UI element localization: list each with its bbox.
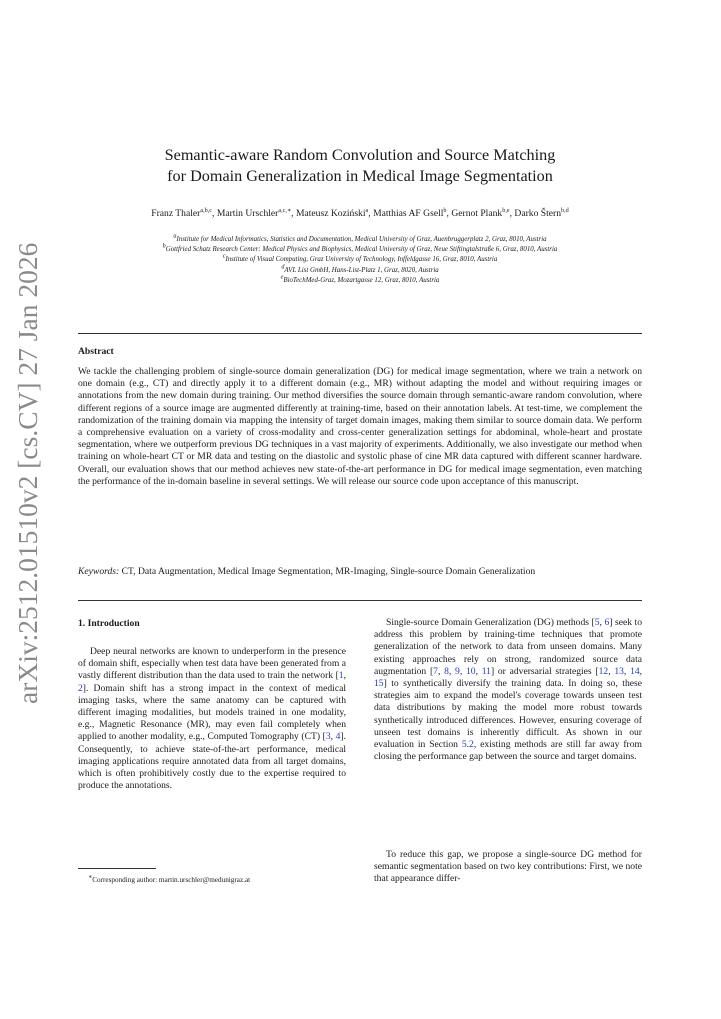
text-run: ] to synthetically diversify the training data. In doing so, these strategies aim to expand the model's coverage towards unseen test data distributions by making the model more robust towards synthetically introduced differences. However, ensuring coverage of unseen test domains is inherently difficult. As shown in our evaluation in Section [374,678,642,751]
text-run: , [330,731,336,743]
author-affil-mark: b,e [502,206,510,214]
text-run: , [608,665,615,677]
text-run: Single-source Domain Generalization (DG) methods [ [386,617,595,628]
intro-right-column-continued [374,849,642,886]
text-run: ] seek to address this problem by training-time techniques that promote generalization of the network to data from unseen domains. Many existing approaches rely on strong, randomized source data augmentation [ [374,617,643,677]
citation-link[interactable]: 1 [338,670,344,682]
affiliation [78,273,642,286]
author-name: , Gernot Plank [446,208,503,219]
section-link[interactable]: 5.2 [461,739,474,751]
text-run: , [623,665,631,677]
abstract-heading: Abstract [78,346,114,357]
citation-link[interactable]: 7 [433,665,438,677]
citation-link[interactable]: 4 [335,731,341,743]
citation-link[interactable]: 3 [325,731,331,743]
keywords [78,566,642,578]
citation-link[interactable]: 12 [598,665,609,677]
text-run: , existing methods are still far away from closing the performance gap between the source and target domains. [374,739,642,763]
affiliation-mark: a [173,232,177,240]
citation-link[interactable]: 9 [455,665,460,677]
citation-link[interactable]: 10 [465,665,476,677]
title-line-2: for Domain Generalization in Medical Image Segmentation [167,167,553,185]
author-name: , Matthias AF Gsell [368,208,444,219]
author-list [78,208,642,220]
affiliation-mark: c [222,253,226,261]
affiliation [78,263,642,276]
author-affil-mark: a [365,206,369,214]
author-name: , Darko Štern [509,208,562,219]
citation-link[interactable]: 5 [594,617,600,628]
abstract-top-rule [78,333,642,334]
affiliation-text: AVL List GmbH, Hans-List-Platz 1, Graz, 8020, Austria [284,266,439,274]
author-affil-mark: a,c,∗ [278,206,292,214]
affiliation-mark: b [162,242,166,250]
abstract-text: We tackle the challenging problem of single-source domain generalization (DG) for medical image segmentation, where we train a network on one domain (e.g., CT) and directly apply it to a different domain (e.g., MR) without adapting the model and without requiring images or annotations from the new domain during training. Our method diversifies the source domain through semantic-aware random convolution, where different regions of a source image are augmented differently at training-time, based on their annotation labels. At test-time, we complement the randomization of the training domain via mapping the intensity of target domain images, making them similar to source domain data. We perform a comprehensive evaluation on a variety of cross-modality and cross-center generalization settings for abdominal, whole-heart and prostate segmentation, where we outperform previous DG techniques in a vast majority of experiments. Additionally, we also investigate our method when training on whole-heart CT or MR data and testing on the diastolic and systolic phase of cine MR data captured with different scanner hardware. Overall, our evaluation shows that our method achieves new state-of-the-art performance in DG for medical image segmentation, even matching the performance of the in-domain baseline in several settings. We will release our source code upon acceptance of this manuscript. [78,366,642,487]
section-heading-introduction: 1. Introduction [78,618,140,629]
paper-title [78,145,642,187]
intro-left-column [78,646,346,792]
footnote-text: Corresponding author: martin.urschler@medunigraz.at [92,876,251,884]
corresponding-author-footnote [88,873,251,884]
text-run: , [475,665,482,677]
footnote-mark: ∗ [88,873,93,881]
intro-paragraph [78,646,346,792]
text-run: , [343,670,346,682]
author-affil-mark: b [443,206,447,214]
text-run: , [639,665,643,677]
citation-link[interactable]: 14 [630,665,640,677]
author-name: , Mateusz Koziński [291,208,366,219]
title-line-1: Semantic-aware Random Convolution and Source Matching [164,146,556,164]
author-name: , Martin Urschler [212,208,279,219]
intro-paragraph [374,617,642,763]
affiliation-mark: e [280,273,284,281]
keywords-label: Keywords: [78,566,120,577]
text-run: , [437,665,445,677]
intro-right-column [374,617,642,763]
text-run: ]. Domain shift has a strong impact in the context of medical imaging tasks, where the same anatomy can be captured with different imaging modalities, but models trained in one modality, e.g., Magnetic Resonance (MR), may even fail completely when applied to another modality, e.g., Computed Tomography (CT) [ [78,682,346,743]
affiliation-text: Institute of Visual Computing, Graz University of Technology, Inffeldgasse 16, Graz, 8010, Austria [225,256,498,264]
author-name: Franz Thaler [151,208,201,219]
citation-link[interactable]: 6 [604,617,610,628]
arxiv-identifier: arXiv:2512.01510v2 [cs.CV] 27 Jan 2026 [12,242,43,704]
affiliation-text: Institute for Medical Informatics, Statistics and Documentation, Medical University of Graz, Auenbruggerplatz 2, Graz, 8010, Austria [176,236,547,243]
text-run: , [459,665,466,677]
affiliation [78,242,642,255]
text-run: Deep neural networks are known to underperform in the presence of domain shift, especially when test data have been generated from a vastly different distribution than the data used to train the network [ [78,646,346,682]
text-run: , [448,665,456,677]
affiliation-mark: d [281,263,285,271]
citation-link[interactable]: 2 [78,682,83,694]
text-run: ]. Consequently, to achieve state-of-the-art performance, medical imaging applications require annotated data from all target domains, which is often prohibitively costly due to the expertise required to produce the annotations. [78,731,346,792]
keywords-text: CT, Data Augmentation, Medical Image Segmentation, MR-Imaging, Single-source Domain Generalization [119,566,536,577]
text-run: , [599,617,605,628]
author-affil-mark: a,b,c [200,206,213,214]
affiliation-list [78,232,642,286]
affiliation [78,255,642,265]
abstract-bottom-rule [78,600,642,601]
affiliation-text: BioTechMed-Graz, Mozartgasse 12, Graz, 8010, Austria [283,276,440,284]
citation-link[interactable]: 8 [444,665,449,677]
intro-paragraph: To reduce this gap, we propose a single-source DG method for semantic segmentation based on two key contributions: First, we note that appearance differ- [374,849,642,885]
footnote-rule [78,868,156,869]
citation-link[interactable]: 15 [374,678,384,690]
citation-link[interactable]: 11 [481,665,491,677]
text-run: ] or adversarial strategies [ [490,665,599,677]
citation-link[interactable]: 13 [614,665,624,677]
affiliation-text: Gottfried Schatz Research Center: Medical Physics and Biophysics, Medical University of Graz, Neue Stiftingtalstraße 6, Graz, 8010, Austria [165,246,558,254]
author-affil-mark: b,d [561,206,569,214]
